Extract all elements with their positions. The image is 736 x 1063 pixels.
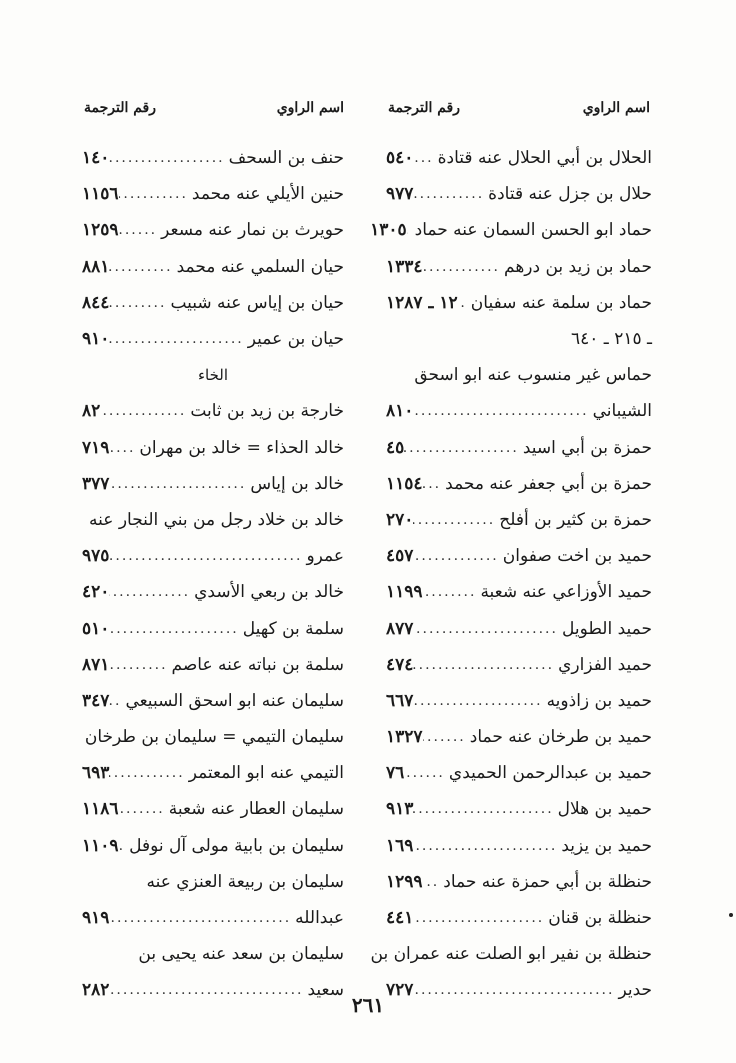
entry-name: حماد بن زيد بن درهم [504, 256, 652, 277]
index-entry [82, 249, 344, 285]
entry-name: خالد بن خلاد رجل من بني النجار عنه [89, 509, 344, 530]
dot-leader [109, 693, 125, 709]
section-heading: الخاء [197, 366, 229, 385]
index-entry [386, 828, 652, 864]
index-entry [82, 321, 344, 357]
dot-leader [109, 657, 171, 673]
index-entry [386, 321, 652, 357]
entry-name: حماس غير منسوب عنه ابو اسحق [414, 365, 652, 386]
entry-number: ٣٤٧ [82, 690, 110, 711]
index-entry [386, 647, 652, 683]
entry-number: ٨١٠ [386, 401, 414, 422]
dot-leader [423, 729, 470, 745]
dot-leader [119, 801, 169, 817]
entry-number: ٩٧٧ [386, 184, 414, 205]
entry-name: حمزة بن كثير بن أفلح [499, 509, 652, 530]
index-entry [386, 176, 652, 212]
entry-name: عمرو [306, 546, 344, 567]
entry-name: الشيباني [592, 401, 652, 422]
left-column-header [84, 100, 344, 116]
dot-leader [423, 874, 444, 890]
index-entry [82, 393, 344, 429]
entry-name: خالد بن ربعي الأسدي [194, 582, 344, 603]
dot-leader [413, 186, 488, 202]
dot-leader [119, 838, 130, 854]
entry-number: ٩١٩ [82, 908, 110, 929]
entry-number: ٨٢ [82, 401, 101, 422]
entry-name: حميد الطويل [561, 618, 652, 639]
entry-name: سليمان بن سعد عنه يحيى بن [138, 944, 344, 965]
entry-name: عبدالله [295, 908, 344, 929]
index-entry [82, 828, 344, 864]
dot-leader [413, 548, 502, 564]
entry-name: حمزة بن أبي اسيد [522, 437, 652, 458]
entry-number: ١٣٢٧ [386, 727, 423, 748]
entry-number: ٦٩٣ [82, 763, 110, 784]
entry-name: سليمان العطار عنه شعبة [168, 799, 344, 820]
right-index-column [370, 140, 652, 1009]
dot-leader [109, 548, 306, 564]
header-entry-number: رقم الترجمة [388, 100, 461, 116]
entry-name: سليمان بن بابية مولى آل نوفل [129, 835, 344, 856]
right-column-header [388, 100, 650, 116]
index-entry [386, 357, 652, 393]
entry-number: ٢٧٠ [386, 509, 414, 530]
dot-leader [458, 295, 471, 311]
entry-name: حميد بن زاذويه [546, 690, 652, 711]
index-entry [386, 393, 652, 429]
entry-number: ٧٢٧ [386, 980, 414, 1001]
entry-number: ١٢٥٩ [82, 220, 119, 241]
entry-name: حنظلة بن قنان [548, 908, 652, 929]
dot-leader [109, 150, 228, 166]
index-entry [82, 900, 344, 936]
entry-number: ٩١٠ [82, 329, 110, 350]
dot-leader [109, 476, 250, 492]
index-entry [386, 538, 652, 574]
dot-leader [413, 801, 557, 817]
entry-number: ٦٦٧ [386, 690, 414, 711]
index-entry [82, 285, 344, 321]
entry-name: خارجة بن زيد بن ثابت [190, 401, 344, 422]
dot-leader [404, 765, 449, 781]
entry-name: حميد الفزاري [558, 654, 652, 675]
entry-number: ١٢ ـ ١٢٨٧ [386, 292, 458, 313]
entry-number: ٥١٠ [82, 618, 110, 639]
dot-leader [100, 403, 190, 419]
left-index-column [82, 140, 344, 1009]
index-entry [82, 140, 344, 176]
index-entry [82, 574, 344, 610]
dot-leader [407, 222, 415, 238]
entry-number: ٧١٩ [82, 437, 110, 458]
entry-name: حميد بن يزيد [561, 835, 652, 856]
dot-leader [109, 584, 194, 600]
entry-number: ١١٥٤ [386, 473, 423, 494]
entry-name: حنظلة بن نفير ابو الصلت عنه عمران بن [370, 944, 652, 965]
entry-number: ٩١٣ [386, 799, 414, 820]
entry-name: سليمان التيمي = سليمان بن طرخان [84, 727, 344, 748]
entry-name: ـ ٢١٥ ـ ٦٤٠ [571, 329, 652, 350]
entry-number: ١٣٣٤ [386, 256, 423, 277]
dot-leader [413, 910, 548, 926]
index-entry [82, 430, 344, 466]
header-narrator-name: اسم الراوي [276, 100, 344, 116]
dot-leader [413, 512, 499, 528]
header-narrator-name: اسم الراوي [582, 100, 650, 116]
index-entry [82, 683, 344, 719]
entry-number: ٤٥٧ [386, 546, 414, 567]
index-entry [82, 466, 344, 502]
entry-number: ١١٨٦ [82, 799, 119, 820]
dot-leader [109, 765, 188, 781]
index-entry [386, 574, 652, 610]
entry-number: ٤٧٤ [386, 654, 414, 675]
entry-number: ٢٨٢ [82, 980, 110, 1001]
dot-leader [109, 910, 295, 926]
index-entry [386, 285, 652, 321]
dot-leader [119, 222, 162, 238]
dot-leader [109, 440, 139, 456]
entry-number: ٥٤٠ [386, 148, 414, 169]
index-entry [370, 212, 652, 248]
dot-leader [109, 295, 170, 311]
header-entry-number: رقم الترجمة [84, 100, 157, 116]
index-entry [82, 791, 344, 827]
index-entry [386, 755, 652, 791]
entry-name: حنين الأيلي عنه محمد [191, 184, 344, 205]
entry-name: حنف بن السحف [228, 148, 344, 169]
entry-number: ٩٧٥ [82, 546, 110, 567]
index-entry [386, 719, 652, 755]
dot-leader [423, 476, 446, 492]
entry-number: ٤٢٠ [82, 582, 110, 603]
page-number: ٢٦١ [351, 993, 385, 1017]
dot-leader [404, 440, 523, 456]
entry-name: سلمة بن كهيل [242, 618, 344, 639]
dot-leader [109, 259, 176, 275]
entry-number: ١٢٩٩ [386, 871, 423, 892]
print-speck [729, 913, 733, 917]
entry-number: ٨٧٧ [386, 618, 414, 639]
entry-name: حماد ابو الحسن السمان عنه حماد [414, 220, 652, 241]
index-entry [386, 900, 652, 936]
entry-number: ٨٨١ [82, 256, 110, 277]
entry-number: ٣٧٧ [82, 473, 110, 494]
index-entry [386, 864, 652, 900]
entry-name: حنظلة بن أبي حمزة عنه حماد [443, 871, 652, 892]
entry-number: ١٣٠٥ [370, 220, 407, 241]
index-entry [386, 610, 652, 646]
entry-name: خالد الحذاء = خالد بن مهران [139, 437, 344, 458]
index-entry [82, 538, 344, 574]
index-entry [82, 176, 344, 212]
entry-number: ٨٤٤ [82, 292, 110, 313]
index-entry [82, 212, 344, 248]
entry-number: ١١٠٩ [82, 835, 119, 856]
dot-leader [109, 621, 242, 637]
entry-name: سليمان عنه ابو اسحق السبيعي [125, 690, 344, 711]
index-entry [386, 683, 652, 719]
entry-name: التيمي عنه ابو المعتمر [188, 763, 344, 784]
index-entry [386, 249, 652, 285]
entry-name: حيان بن إياس عنه شبيب [170, 292, 344, 313]
entry-name: حمزة بن أبي جعفر عنه محمد [445, 473, 652, 494]
dot-leader [413, 657, 558, 673]
dot-leader [423, 584, 481, 600]
entry-name: حويرث بن نمار عنه مسعر [161, 220, 344, 241]
entry-name: حماد بن سلمة عنه سفيان [470, 292, 652, 313]
entry-name: سلمة بن نباته عنه عاصم [171, 654, 344, 675]
dot-leader [413, 693, 546, 709]
entry-number: ١١٩٩ [386, 582, 423, 603]
index-entry [82, 936, 344, 972]
index-entry [82, 502, 344, 538]
entry-name: حيان السلمي عنه محمد [176, 256, 344, 277]
dot-leader [119, 186, 192, 202]
entry-number: ١٦٩ [386, 835, 414, 856]
entry-number: ٤٤١ [386, 908, 414, 929]
index-entry [386, 466, 652, 502]
entry-name: حميد بن اخت صفوان [502, 546, 652, 567]
entry-name: الحلال بن أبي الحلال عنه قتادة [437, 148, 652, 169]
dot-leader [109, 331, 247, 347]
entry-name: خالد بن إياس [250, 473, 344, 494]
entry-number: ١٤٠ [82, 148, 110, 169]
index-entry [386, 502, 652, 538]
dot-leader [413, 150, 437, 166]
dot-leader [413, 621, 562, 637]
entry-name: حميد بن طرخان عنه حماد [469, 727, 652, 748]
entry-name: حلال بن جزل عنه قتادة [488, 184, 652, 205]
dot-leader [413, 838, 561, 854]
index-entry [386, 140, 652, 176]
dot-leader [413, 403, 592, 419]
entry-name: حميد الأوزاعي عنه شعبة [480, 582, 652, 603]
entry-number: ٤٥ [386, 437, 405, 458]
entry-name: سعيد [307, 980, 344, 1001]
entry-number: ١١٥٦ [82, 184, 119, 205]
index-entry [82, 647, 344, 683]
index-entry [370, 936, 652, 972]
dot-leader [423, 259, 504, 275]
index-entry [386, 791, 652, 827]
entry-name: حميد بن عبدالرحمن الحميدي [448, 763, 652, 784]
entry-name: سليمان بن ربيعة العنزي عنه [146, 871, 344, 892]
index-entry [82, 610, 344, 646]
entry-name: حميد بن هلال [557, 799, 652, 820]
index-entry [386, 430, 652, 466]
entry-number: ٨٧١ [82, 654, 110, 675]
index-entry [82, 719, 344, 755]
entry-number: ٧٦ [386, 763, 405, 784]
index-entry [82, 755, 344, 791]
entry-name: حدير [618, 980, 652, 1001]
entry-name: حيان بن عمير [247, 329, 344, 350]
index-entry [82, 864, 344, 900]
